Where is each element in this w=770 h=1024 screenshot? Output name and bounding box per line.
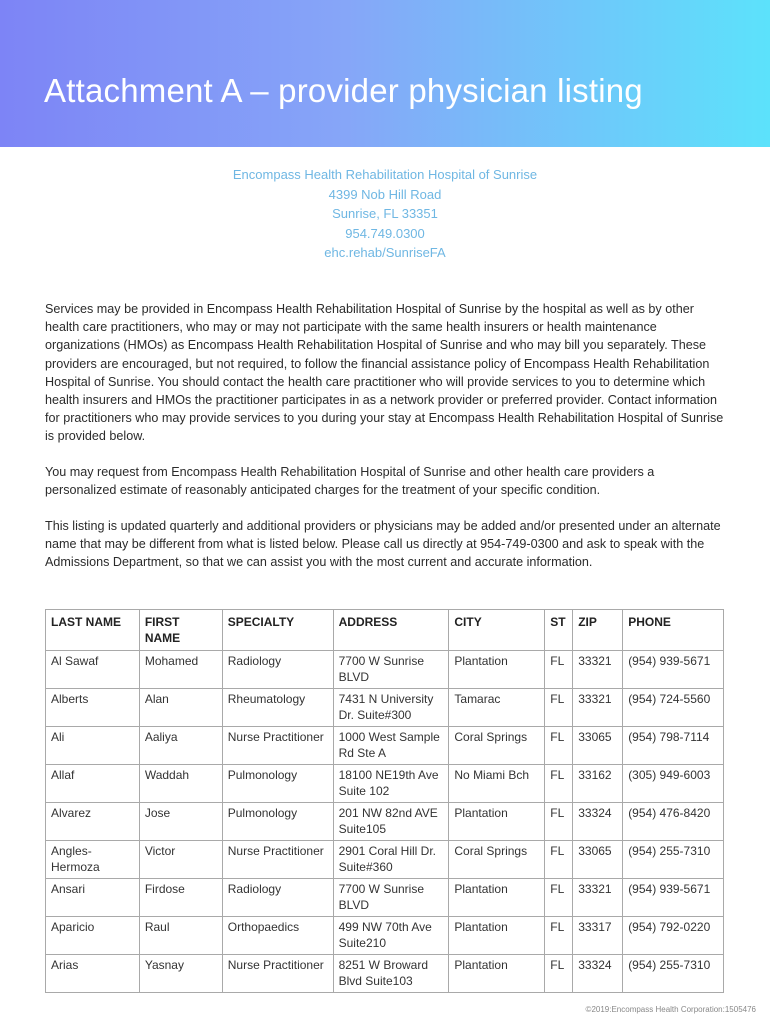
hospital-name: Encompass Health Rehabilitation Hospital of Sunrise <box>232 167 538 182</box>
cell-zip: 33321 <box>573 651 623 689</box>
cell-address: 499 NW 70th Ave Suite210 <box>333 917 449 955</box>
cell-zip: 33317 <box>573 917 623 955</box>
cell-city: Plantation <box>449 917 545 955</box>
title-banner <box>0 0 770 147</box>
cell-city: Coral Springs <box>449 727 545 765</box>
col-header-address: ADDRESS <box>333 610 449 651</box>
cell-city: Coral Springs <box>449 841 545 879</box>
cell-phone: (954) 792-0220 <box>623 917 724 955</box>
cell-phone: (954) 939-5671 <box>623 651 724 689</box>
cell-phone: (954) 255-7310 <box>623 841 724 879</box>
table-row <box>46 689 724 727</box>
cell-address: 1000 West Sample Rd Ste A <box>333 727 449 765</box>
cell-first-name: Victor <box>139 841 222 879</box>
table-row <box>46 765 724 803</box>
table-row <box>46 879 724 917</box>
hospital-website-link[interactable]: ehc.rehab/SunriseFA <box>324 245 446 260</box>
cell-phone: (954) 255-7310 <box>623 955 724 993</box>
cell-zip: 33065 <box>573 727 623 765</box>
cell-city: No Miami Bch <box>449 765 545 803</box>
cell-first-name: Yasnay <box>139 955 222 993</box>
cell-first-name: Firdose <box>139 879 222 917</box>
cell-specialty: Pulmonology <box>222 765 333 803</box>
hospital-contact-block <box>0 165 770 263</box>
cell-last-name: Alvarez <box>46 803 140 841</box>
cell-city: Plantation <box>449 879 545 917</box>
cell-first-name: Aaliya <box>139 727 222 765</box>
col-header-specialty: SPECIALTY <box>222 610 333 651</box>
cell-phone: (954) 798-7114 <box>623 727 724 765</box>
table-row <box>46 727 724 765</box>
cell-specialty: Pulmonology <box>222 803 333 841</box>
cell-zip: 33321 <box>573 689 623 727</box>
page-title: Attachment A – provider physician listing <box>44 72 643 109</box>
cell-address: 18100 NE19th Ave Suite 102 <box>333 765 449 803</box>
cell-last-name: Angles-Hermoza <box>46 841 140 879</box>
cell-phone: (954) 939-5671 <box>623 879 724 917</box>
cell-address: 7431 N University Dr. Suite#300 <box>333 689 449 727</box>
cell-first-name: Waddah <box>139 765 222 803</box>
cell-last-name: Allaf <box>46 765 140 803</box>
cell-st: FL <box>545 917 573 955</box>
cell-zip: 33065 <box>573 841 623 879</box>
col-header-st: ST <box>545 610 573 651</box>
hospital-city-state-zip: Sunrise, FL 33351 <box>332 206 438 221</box>
cell-st: FL <box>545 765 573 803</box>
cell-address: 2901 Coral Hill Dr. Suite#360 <box>333 841 449 879</box>
cell-specialty: Orthopaedics <box>222 917 333 955</box>
cell-st: FL <box>545 879 573 917</box>
cell-specialty: Nurse Practitioner <box>222 841 333 879</box>
cell-st: FL <box>545 689 573 727</box>
copyright-footer: ©2019:Encompass Health Corporation:1505476 <box>585 1005 756 1014</box>
cell-address: 8251 W Broward Blvd Suite103 <box>333 955 449 993</box>
cell-address: 7700 W Sunrise BLVD <box>333 651 449 689</box>
cell-zip: 33324 <box>573 803 623 841</box>
cell-first-name: Mohamed <box>139 651 222 689</box>
cell-city: Tamarac <box>449 689 545 727</box>
table-row <box>46 955 724 993</box>
cell-last-name: Ansari <box>46 879 140 917</box>
cell-last-name: Alberts <box>46 689 140 727</box>
cell-first-name: Jose <box>139 803 222 841</box>
cell-phone: (954) 476-8420 <box>623 803 724 841</box>
cell-address: 7700 W Sunrise BLVD <box>333 879 449 917</box>
cell-city: Plantation <box>449 651 545 689</box>
cell-zip: 33321 <box>573 879 623 917</box>
hospital-street: 4399 Nob Hill Road <box>328 186 442 202</box>
cell-st: FL <box>545 651 573 689</box>
cell-first-name: Raul <box>139 917 222 955</box>
cell-last-name: Ali <box>46 727 140 765</box>
col-header-first-name: FIRST NAME <box>139 610 222 651</box>
cell-specialty: Rheumatology <box>222 689 333 727</box>
cell-st: FL <box>545 955 573 993</box>
cell-city: Plantation <box>449 803 545 841</box>
table-header-row <box>46 610 724 651</box>
col-header-city: CITY <box>449 610 545 651</box>
cell-address: 201 NW 82nd AVE Suite105 <box>333 803 449 841</box>
estimate-paragraph: You may request from Encompass Health Rehabilitation Hospital of Sunrise and other health care providers a personalized estimate of reasonably anticipated charges for the treatment of your specific condition. <box>45 465 655 498</box>
hospital-phone: 954.749.0300 <box>345 225 425 241</box>
cell-last-name: Al Sawaf <box>46 651 140 689</box>
cell-zip: 33324 <box>573 955 623 993</box>
col-header-zip: ZIP <box>573 610 623 651</box>
cell-st: FL <box>545 841 573 879</box>
table-row <box>46 917 724 955</box>
cell-specialty: Nurse Practitioner <box>222 727 333 765</box>
cell-phone: (954) 724-5560 <box>623 689 724 727</box>
table-row <box>46 841 724 879</box>
col-header-phone: PHONE <box>623 610 724 651</box>
listing-update-paragraph: This listing is updated quarterly and additional providers or physicians may be added and/or presented under an alternate name that may be different from what is listed below. Please call us directly at 954-749-0300 and ask to speak with the Admissions Department, so that we can assist you with the most current and accurate information. <box>45 519 721 570</box>
provider-table <box>45 609 724 993</box>
cell-last-name: Aparicio <box>46 917 140 955</box>
cell-city: Plantation <box>449 955 545 993</box>
cell-st: FL <box>545 727 573 765</box>
cell-last-name: Arias <box>46 955 140 993</box>
services-paragraph: Services may be provided in Encompass Health Rehabilitation Hospital of Sunrise by the hospital as well as by other health care practitioners, who may or may not participate with the same health insurers or health maintenance organizations (HMOs) as Encompass Health Rehabilitation Hospital of Sunrise and who may bill you separately. These providers are encouraged, but not required, to follow the financial assistance policy of Encompass Health Rehabilitation Hospital of Sunrise. You should contact the health care practitioner who will provide services to you to determine which health insurers and HMOs the practitioner participates in as a network provider or preferred provider. Contact information for practitioners who may provide services to you during your stay at Encompass Health Rehabilitation Hospital of Sunrise is provided below. <box>45 302 724 444</box>
table-row <box>46 651 724 689</box>
cell-phone: (305) 949-6003 <box>623 765 724 803</box>
cell-zip: 33162 <box>573 765 623 803</box>
cell-specialty: Nurse Practitioner <box>222 955 333 993</box>
table-row <box>46 803 724 841</box>
cell-specialty: Radiology <box>222 879 333 917</box>
cell-specialty: Radiology <box>222 651 333 689</box>
cell-first-name: Alan <box>139 689 222 727</box>
col-header-last-name: LAST NAME <box>46 610 140 651</box>
cell-st: FL <box>545 803 573 841</box>
